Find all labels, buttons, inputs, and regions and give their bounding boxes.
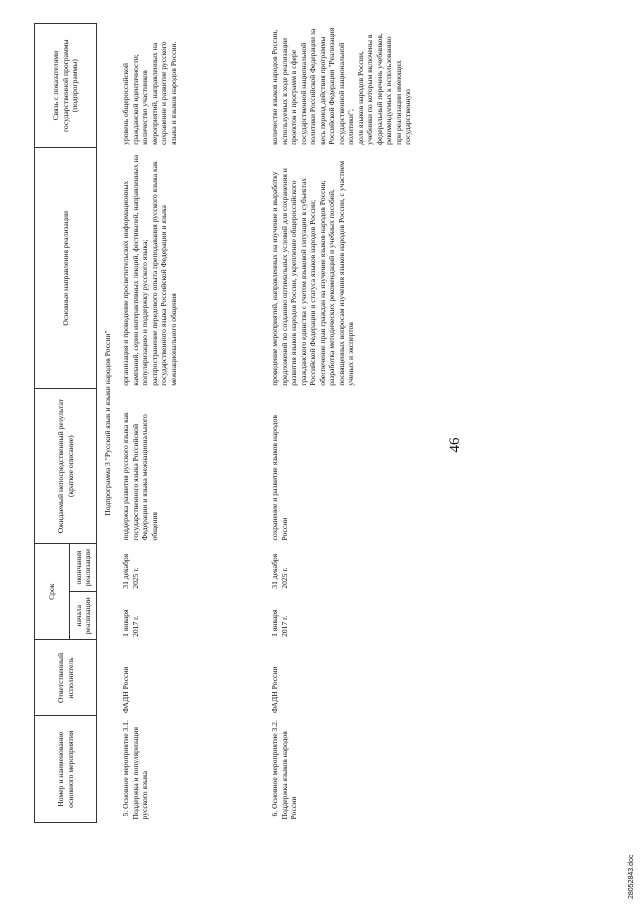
header-term-start: начала реализации xyxy=(70,592,97,640)
table-row xyxy=(118,24,267,823)
header-indicators-link: Связь с показателями государственной программы (подпрограммы) xyxy=(35,24,97,148)
row-end: 31 декабря 2025 г. xyxy=(270,553,289,589)
row-indicators: уровень общероссийской гражданской идентичности; количество участников мероприятий, направленных на сохранение и развитие русского языка и языков народов России. xyxy=(121,41,178,145)
row-activity-name: Основное мероприятие 3.2. Поддержка языков народов России xyxy=(270,720,299,820)
header-main-directions: Основные направления реализации xyxy=(35,148,97,389)
header-expected-result: Ожидаемый непосредственный результат (краткое описание) xyxy=(35,389,97,544)
row-activity-name: Основное мероприятие 3.1. Поддержка и популяризация русского языка xyxy=(121,720,150,820)
row-end: 31 декабря 2025 г. xyxy=(121,553,140,589)
row-indicators: количество языков народов России, используемых в ходе реализации проектов и программ в сфере государственной национальной политики Российской Федерации за весь период действия программы Российской Федерации "Реализация государственной национальной политики"; доля языков народов России, учебники по которым включены в федеральный перечень учебников, рекомендуемых к использованию при реализации имеющих государственную xyxy=(270,27,413,145)
header-responsible: Ответственный исполнитель xyxy=(35,640,97,716)
row-number-name xyxy=(267,716,550,823)
footer-file-code: 28052843.doc xyxy=(628,854,635,899)
row-number: 6. xyxy=(270,810,280,817)
page-number: 46 xyxy=(447,437,463,453)
header-number-name: Номер и наименование основного мероприятия xyxy=(35,716,97,823)
row-expected-result: сохранение и развитие языков народов России xyxy=(270,415,289,541)
header-term-end: окончания реализации xyxy=(70,544,97,592)
row-start: 1 января 2017 г. xyxy=(121,609,140,637)
row-responsible: ФАДН России xyxy=(121,666,131,713)
subprogram-title: Подпрограмма 3 "Русский язык и языки народов России" xyxy=(103,330,112,516)
row-main-directions: организация и проведение просветительских информационных кампаний, серии интерактивных лекций, фестивалей, направленных на популяризацию и поддержку русского языка; распространение передового опыта преподавания русского языка как государственного языка Российской Федерации и языка межнационального общения xyxy=(121,154,178,386)
row-responsible: ФАДН России xyxy=(270,666,280,713)
table-row xyxy=(267,24,550,823)
row-number: 5. xyxy=(121,810,131,817)
row-number-name xyxy=(118,716,267,823)
row-main-directions: проведение мероприятий, направленных на изучение и выработку предложений по созданию оптимальных условий для сохранения и развития языков народов России, укрепление общероссийского гражданского единства с учетом языковой ситуации в субъектах Российской Федерации и статуса языков народов России; обеспечение прав граждан на изучение языков народов России; разработка методических рекомендаций и учебных пособий, посвященных вопросам изучения языков народов России, с участием ученых и экспертов xyxy=(270,161,356,386)
row-expected-result: поддержка развития русского языка как государственного языка Российской Федерации и языка межнационального общения xyxy=(121,412,159,541)
activities-table xyxy=(34,23,550,823)
header-term: Срок xyxy=(35,544,70,640)
row-start: 1 января 2017 г. xyxy=(270,609,289,637)
